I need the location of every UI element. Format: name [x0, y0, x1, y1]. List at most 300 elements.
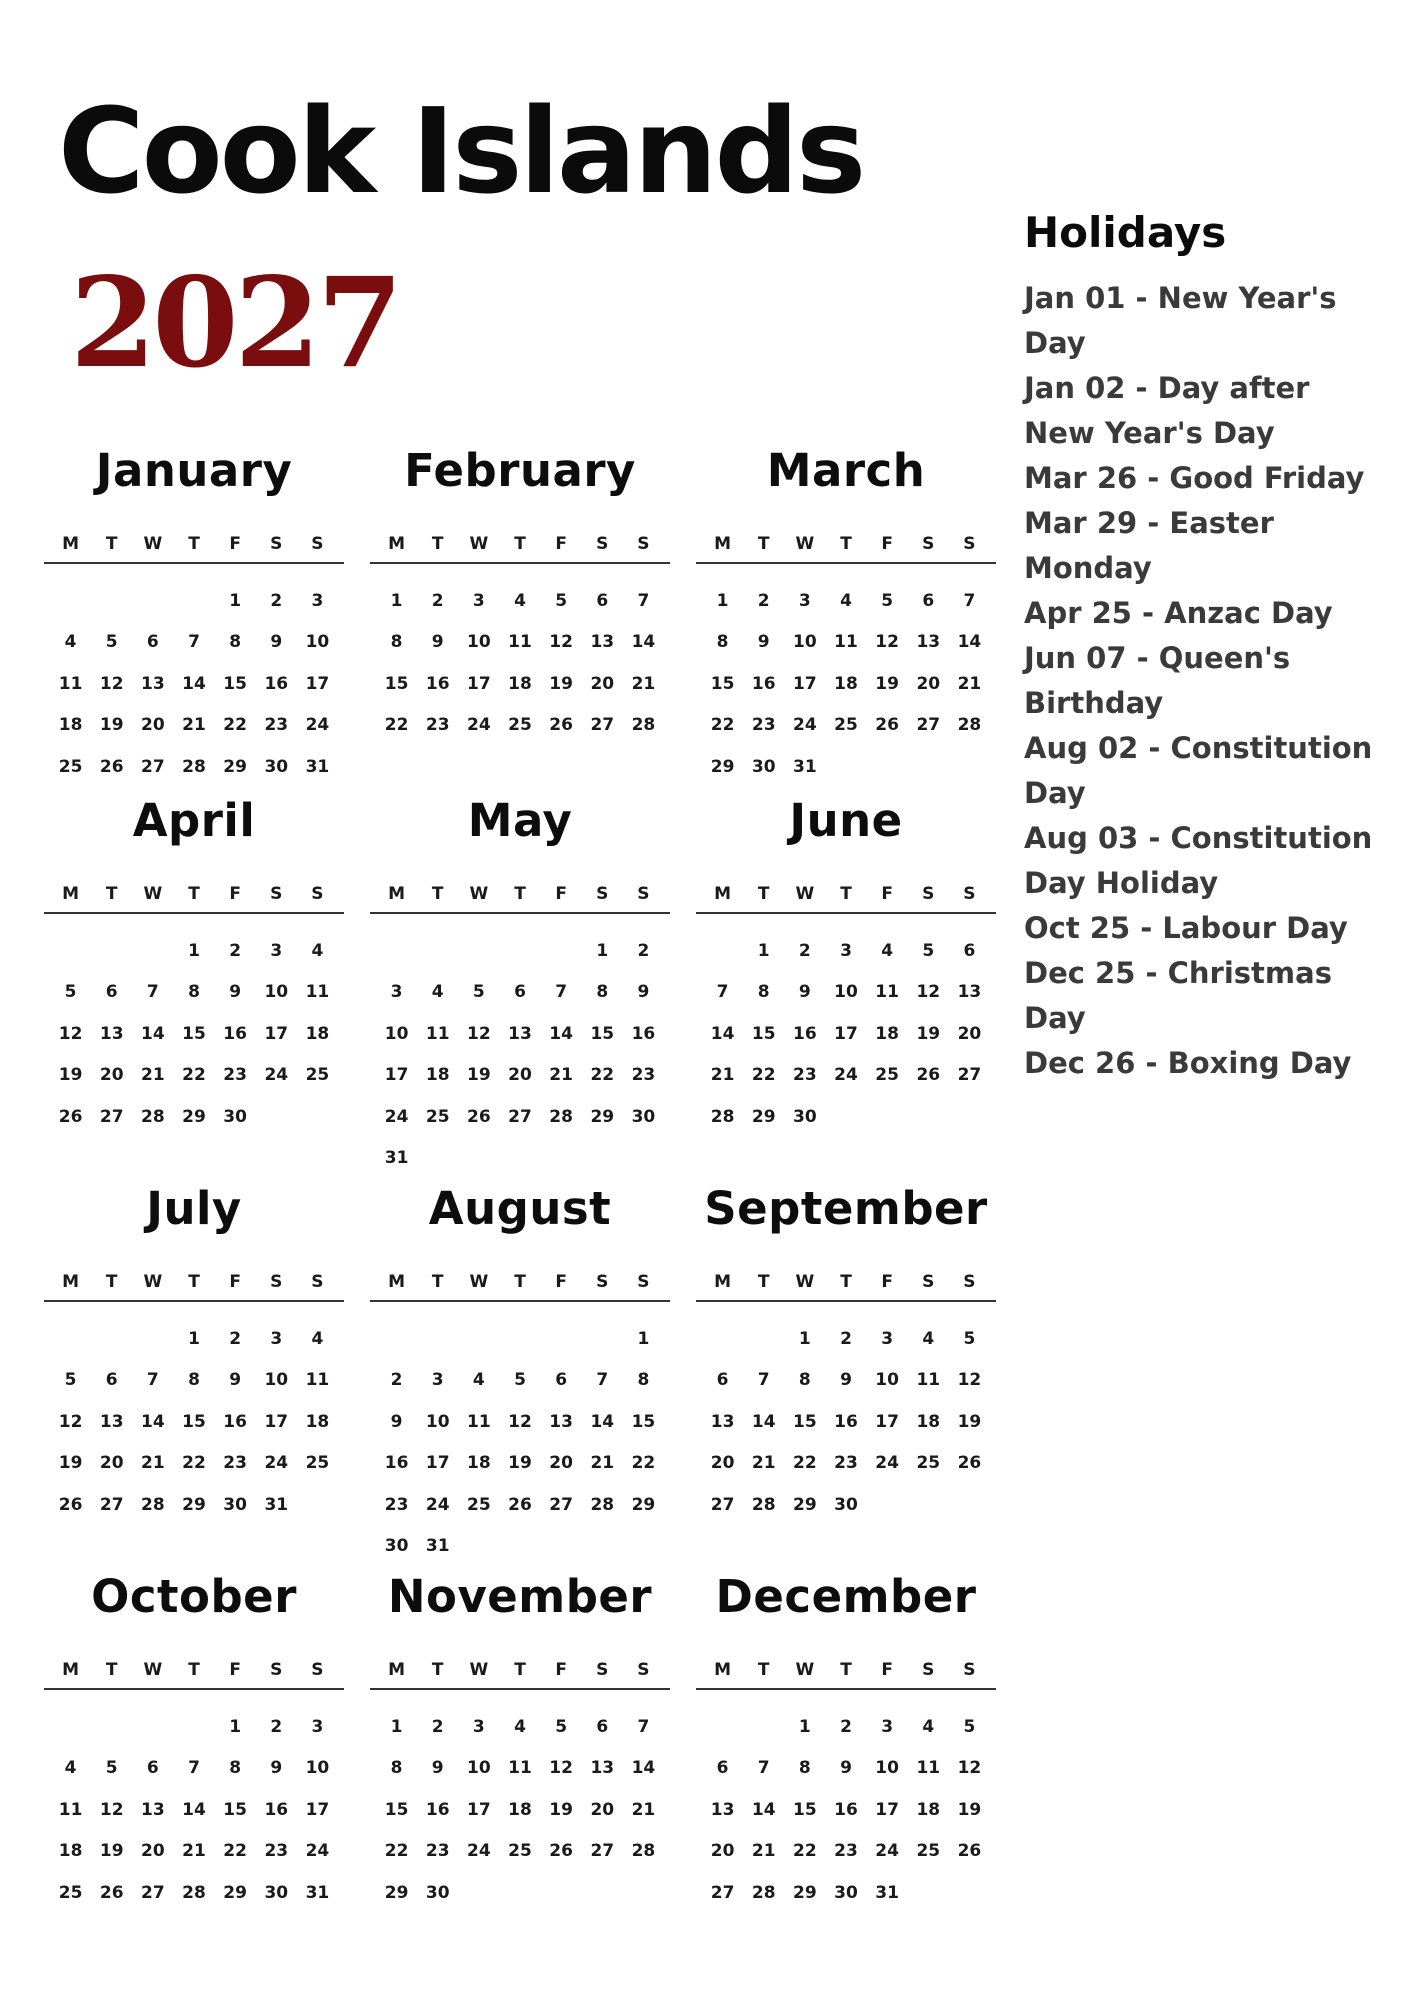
day-cell: 25 — [875, 1065, 899, 1086]
weekday-header: M — [388, 534, 406, 554]
day-cell: 15 — [223, 1799, 247, 1820]
weekday-header: S — [963, 884, 976, 904]
day-cell: 27 — [141, 756, 165, 777]
weekday-header: T — [431, 1660, 444, 1680]
day-cell: 10 — [793, 632, 817, 653]
day-cell: 25 — [425, 1106, 450, 1127]
day-cell: 2 — [270, 1716, 283, 1737]
month-name: February — [404, 444, 636, 497]
day-cell: 1 — [229, 590, 242, 611]
weekday-header: S — [311, 1272, 324, 1292]
day-cell: 12 — [467, 1023, 491, 1044]
day-cell: 21 — [549, 1065, 573, 1086]
day-cell: 23 — [223, 1453, 247, 1474]
day-cell: 30 — [264, 1882, 289, 1903]
day-cell: 30 — [425, 1882, 450, 1903]
day-cell: 9 — [390, 1411, 403, 1432]
day-cell: 7 — [555, 982, 568, 1003]
day-cell: 6 — [514, 982, 526, 1003]
day-cell: 27 — [710, 1882, 735, 1903]
day-cell: 22 — [223, 1841, 247, 1862]
weekday-header: S — [963, 1272, 976, 1292]
weekday-header: T — [188, 534, 200, 554]
day-cell: 31 — [305, 1882, 330, 1903]
day-cell: 19 — [549, 1799, 573, 1820]
weekday-header: S — [637, 1272, 650, 1292]
day-cell: 11 — [305, 982, 330, 1003]
day-cell: 15 — [590, 1023, 615, 1044]
day-cell: 13 — [99, 1411, 124, 1432]
day-cell: 2 — [840, 1716, 852, 1737]
day-cell: 14 — [590, 1411, 615, 1432]
day-cell: 6 — [105, 982, 118, 1003]
day-cell: 20 — [590, 673, 615, 694]
day-cell: 13 — [99, 1023, 124, 1044]
day-cell: 9 — [270, 632, 283, 653]
day-cell: 16 — [425, 673, 450, 694]
day-cell: 15 — [631, 1411, 656, 1432]
day-cell: 2 — [270, 590, 283, 611]
weekday-header: W — [143, 884, 163, 904]
day-cell: 25 — [305, 1453, 330, 1474]
day-cell: 6 — [922, 590, 935, 611]
day-cell: 17 — [875, 1799, 899, 1820]
day-cell: 27 — [957, 1065, 982, 1086]
day-cell: 27 — [590, 715, 615, 736]
day-cell: 8 — [596, 982, 609, 1003]
day-cell: 1 — [798, 1328, 811, 1349]
day-cell: 4 — [431, 982, 444, 1003]
day-cell: 4 — [311, 940, 324, 961]
day-cell: 5 — [555, 590, 568, 611]
weekday-header: T — [757, 1660, 770, 1680]
weekday-header: S — [596, 884, 609, 904]
day-cell: 29 — [590, 1106, 615, 1127]
days-grid — [44, 564, 344, 788]
holiday-item: Dec 25 - Christmas Day — [1024, 956, 1332, 1036]
weekday-header: F — [555, 1660, 567, 1680]
weekday-header: F — [229, 534, 241, 554]
day-cell: 18 — [875, 1023, 899, 1044]
day-cell: 5 — [64, 1370, 77, 1391]
day-cell: 18 — [916, 1799, 941, 1820]
day-cell: 21 — [751, 1453, 776, 1474]
day-cell: 15 — [182, 1411, 206, 1432]
day-cell: 24 — [834, 1065, 858, 1086]
days-grid — [370, 1690, 670, 1914]
holiday-item: Oct 25 - Labour Day — [1024, 911, 1348, 946]
day-cell: 10 — [875, 1370, 899, 1391]
holidays-panel — [1024, 208, 1384, 1086]
day-cell: 24 — [264, 1065, 289, 1086]
day-cell: 3 — [881, 1328, 894, 1349]
day-cell: 28 — [710, 1106, 735, 1127]
day-cell: 21 — [182, 715, 206, 736]
day-cell: 13 — [141, 1799, 165, 1820]
day-cell: 28 — [751, 1882, 776, 1903]
month-may — [370, 794, 670, 1179]
day-cell: 17 — [384, 1065, 409, 1086]
day-cell: 28 — [751, 1494, 776, 1515]
day-cell: 15 — [751, 1023, 776, 1044]
weekday-header: W — [469, 1272, 489, 1292]
day-cell: 28 — [141, 1106, 165, 1127]
day-cell: 28 — [631, 1841, 656, 1862]
day-cell: 26 — [875, 715, 899, 736]
day-cell: 28 — [549, 1106, 573, 1127]
day-cell: 16 — [751, 673, 776, 694]
day-cell: 6 — [596, 590, 609, 611]
day-cell: 4 — [922, 1328, 935, 1349]
day-cell: 17 — [467, 1799, 491, 1820]
day-cell: 16 — [793, 1023, 817, 1044]
day-cell: 8 — [188, 1370, 200, 1391]
weekday-header: M — [388, 1660, 406, 1680]
day-cell: 3 — [270, 1328, 283, 1349]
day-cell: 5 — [472, 982, 485, 1003]
day-cell: 15 — [384, 1799, 409, 1820]
day-cell: 8 — [637, 1370, 650, 1391]
weekday-header-row — [44, 1660, 344, 1690]
day-cell: 12 — [99, 673, 124, 694]
weekday-header: T — [514, 534, 526, 554]
day-cell: 4 — [840, 590, 852, 611]
day-cell: 24 — [264, 1453, 289, 1474]
day-cell: 25 — [916, 1453, 941, 1474]
day-cell: 5 — [963, 1328, 976, 1349]
day-cell: 23 — [751, 715, 776, 736]
weekday-header: S — [637, 534, 650, 554]
day-cell: 14 — [710, 1023, 735, 1044]
month-july — [44, 1182, 344, 1526]
holiday-list — [1024, 276, 1384, 1086]
weekday-header: W — [143, 534, 163, 554]
day-cell: 13 — [957, 982, 982, 1003]
weekday-header: S — [637, 884, 650, 904]
day-cell: 3 — [798, 590, 811, 611]
day-cell: 26 — [508, 1494, 532, 1515]
day-cell: 13 — [710, 1411, 735, 1432]
day-cell: 27 — [99, 1494, 124, 1515]
day-cell: 14 — [631, 632, 656, 653]
day-cell: 24 — [305, 715, 330, 736]
day-cell: 19 — [916, 1023, 941, 1044]
day-cell: 12 — [916, 982, 941, 1003]
day-cell: 12 — [957, 1758, 982, 1779]
day-cell: 1 — [798, 1716, 811, 1737]
day-cell: 1 — [757, 940, 770, 961]
day-cell: 19 — [549, 673, 573, 694]
month-name: January — [95, 444, 293, 497]
month-june — [696, 794, 996, 1138]
day-cell: 22 — [793, 1453, 817, 1474]
month-october — [44, 1570, 344, 1914]
day-cell: 11 — [834, 632, 858, 653]
weekday-header: T — [757, 534, 770, 554]
weekday-header-row — [44, 884, 344, 914]
day-cell: 2 — [637, 940, 650, 961]
day-cell: 17 — [793, 673, 817, 694]
day-cell: 10 — [425, 1411, 450, 1432]
days-grid — [696, 1690, 996, 1914]
weekday-header: W — [469, 534, 489, 554]
days-grid — [44, 1302, 344, 1526]
day-cell: 5 — [881, 590, 894, 611]
day-cell: 18 — [467, 1453, 491, 1474]
day-cell: 3 — [472, 1716, 485, 1737]
day-cell: 25 — [916, 1841, 941, 1862]
weekday-header: S — [963, 1660, 976, 1680]
day-cell: 16 — [223, 1411, 247, 1432]
weekday-header-row — [370, 534, 670, 564]
day-cell: 2 — [229, 940, 242, 961]
day-cell: 13 — [916, 632, 941, 653]
weekday-header: S — [270, 1660, 283, 1680]
day-cell: 10 — [467, 1758, 491, 1779]
day-cell: 10 — [264, 982, 289, 1003]
day-cell: 29 — [182, 1494, 206, 1515]
month-name: June — [789, 794, 903, 847]
weekday-header: S — [311, 1660, 324, 1680]
days-grid — [696, 1302, 996, 1526]
weekday-header: T — [514, 884, 526, 904]
day-cell: 8 — [390, 632, 403, 653]
day-cell: 10 — [834, 982, 858, 1003]
holiday-item: Aug 02 - Constitution Day — [1024, 731, 1373, 811]
day-cell: 20 — [549, 1453, 573, 1474]
day-cell: 16 — [384, 1453, 409, 1474]
day-cell: 22 — [384, 1841, 409, 1862]
day-cell: 22 — [590, 1065, 615, 1086]
day-cell: 3 — [881, 1716, 894, 1737]
weekday-header: M — [388, 1272, 406, 1292]
weekday-header: F — [229, 1660, 241, 1680]
day-cell: 18 — [305, 1411, 330, 1432]
day-cell: 30 — [264, 756, 289, 777]
day-cell: 12 — [549, 632, 573, 653]
day-cell: 11 — [916, 1758, 941, 1779]
weekday-header: F — [229, 884, 241, 904]
day-cell: 23 — [223, 1065, 247, 1086]
days-grid — [696, 914, 996, 1138]
weekday-header: M — [714, 884, 732, 904]
weekday-header: S — [270, 1272, 283, 1292]
day-cell: 14 — [141, 1411, 165, 1432]
day-cell: 11 — [58, 673, 83, 694]
day-cell: 7 — [716, 982, 729, 1003]
day-cell: 6 — [716, 1370, 729, 1391]
day-cell: 7 — [188, 1758, 200, 1779]
day-cell: 5 — [514, 1370, 526, 1391]
day-cell: 31 — [793, 756, 817, 777]
holiday-item: Jun 07 - Queen's Birthday — [1024, 641, 1291, 721]
weekday-header-row — [44, 1272, 344, 1302]
weekday-header: M — [714, 1660, 732, 1680]
day-cell: 15 — [384, 673, 409, 694]
month-march — [696, 444, 996, 788]
day-cell: 11 — [425, 1023, 450, 1044]
day-cell: 30 — [223, 1106, 247, 1127]
day-cell: 6 — [596, 1716, 609, 1737]
day-cell: 25 — [58, 1882, 83, 1903]
day-cell: 7 — [757, 1370, 770, 1391]
day-cell: 7 — [146, 982, 159, 1003]
day-cell: 29 — [793, 1494, 817, 1515]
day-cell: 20 — [508, 1065, 532, 1086]
day-cell: 1 — [716, 590, 729, 611]
day-cell: 9 — [270, 1758, 283, 1779]
day-cell: 18 — [916, 1411, 941, 1432]
day-cell: 20 — [710, 1453, 735, 1474]
day-cell: 24 — [305, 1841, 330, 1862]
weekday-header: W — [469, 1660, 489, 1680]
day-cell: 28 — [141, 1494, 165, 1515]
month-december — [696, 1570, 996, 1914]
day-cell: 26 — [58, 1106, 83, 1127]
month-name: November — [387, 1570, 653, 1623]
day-cell: 12 — [549, 1758, 573, 1779]
day-cell: 27 — [508, 1106, 532, 1127]
weekday-header: T — [514, 1660, 526, 1680]
day-cell: 1 — [596, 940, 609, 961]
day-cell: 21 — [182, 1841, 206, 1862]
day-cell: 28 — [957, 715, 982, 736]
day-cell: 27 — [549, 1494, 573, 1515]
day-cell: 11 — [875, 982, 899, 1003]
day-cell: 11 — [305, 1370, 330, 1391]
day-cell: 29 — [793, 1882, 817, 1903]
weekday-header: F — [881, 884, 893, 904]
day-cell: 13 — [590, 632, 615, 653]
day-cell: 18 — [58, 1841, 83, 1862]
day-cell: 8 — [757, 982, 770, 1003]
day-cell: 30 — [793, 1106, 817, 1127]
day-cell: 21 — [957, 673, 982, 694]
day-cell: 5 — [922, 940, 935, 961]
day-cell: 22 — [223, 715, 247, 736]
day-cell: 31 — [384, 1148, 409, 1169]
day-cell: 8 — [798, 1758, 811, 1779]
weekday-header-row — [370, 884, 670, 914]
month-name: October — [91, 1570, 297, 1623]
day-cell: 30 — [751, 756, 776, 777]
weekday-header: T — [105, 1660, 118, 1680]
day-cell: 16 — [425, 1799, 450, 1820]
day-cell: 26 — [549, 1841, 573, 1862]
weekday-header: T — [840, 1272, 852, 1292]
day-cell: 15 — [793, 1799, 817, 1820]
day-cell: 17 — [834, 1023, 858, 1044]
month-november — [370, 1570, 670, 1914]
day-cell: 31 — [425, 1536, 450, 1557]
day-cell: 12 — [58, 1023, 83, 1044]
day-cell: 14 — [957, 632, 982, 653]
day-cell: 6 — [555, 1370, 568, 1391]
weekday-header: M — [714, 1272, 732, 1292]
day-cell: 27 — [141, 1882, 165, 1903]
day-cell: 13 — [590, 1758, 615, 1779]
day-cell: 8 — [229, 1758, 242, 1779]
weekday-header: F — [881, 1272, 893, 1292]
day-cell: 4 — [881, 940, 894, 961]
day-cell: 2 — [840, 1328, 852, 1349]
weekday-header-row — [370, 1272, 670, 1302]
month-january — [44, 444, 344, 788]
day-cell: 20 — [99, 1453, 124, 1474]
weekday-header: W — [795, 1660, 815, 1680]
day-cell: 10 — [305, 632, 330, 653]
day-cell: 20 — [141, 715, 165, 736]
day-cell: 29 — [182, 1106, 206, 1127]
day-cell: 11 — [467, 1411, 491, 1432]
day-cell: 25 — [508, 715, 532, 736]
day-cell: 14 — [141, 1023, 165, 1044]
day-cell: 26 — [99, 1882, 124, 1903]
day-cell: 23 — [264, 715, 289, 736]
day-cell: 18 — [58, 715, 83, 736]
weekday-header: T — [431, 1272, 444, 1292]
day-cell: 19 — [467, 1065, 491, 1086]
day-cell: 20 — [99, 1065, 124, 1086]
day-cell: 3 — [472, 590, 485, 611]
day-cell: 28 — [631, 715, 656, 736]
day-cell: 1 — [229, 1716, 242, 1737]
day-cell: 3 — [311, 590, 324, 611]
day-cell: 7 — [596, 1370, 609, 1391]
day-cell: 9 — [637, 982, 650, 1003]
day-cell: 31 — [305, 756, 330, 777]
day-cell: 5 — [105, 632, 118, 653]
day-cell: 17 — [425, 1453, 450, 1474]
day-cell: 13 — [710, 1799, 735, 1820]
day-cell: 14 — [631, 1758, 656, 1779]
day-cell: 7 — [757, 1758, 770, 1779]
weekday-header: S — [922, 1660, 935, 1680]
weekday-header: W — [795, 1272, 815, 1292]
day-cell: 10 — [305, 1758, 330, 1779]
day-cell: 7 — [637, 590, 650, 611]
weekday-header: M — [62, 1660, 80, 1680]
weekday-header: S — [963, 534, 976, 554]
year-label: 2027 — [70, 251, 400, 396]
day-cell: 6 — [146, 632, 159, 653]
day-cell: 25 — [834, 715, 858, 736]
day-cell: 23 — [384, 1494, 409, 1515]
day-cell: 30 — [834, 1494, 858, 1515]
month-april — [44, 794, 344, 1138]
day-cell: 21 — [631, 1799, 656, 1820]
day-cell: 11 — [58, 1799, 83, 1820]
day-cell: 22 — [793, 1841, 817, 1862]
day-cell: 8 — [716, 632, 729, 653]
day-cell: 24 — [425, 1494, 450, 1515]
day-cell: 19 — [957, 1799, 982, 1820]
day-cell: 6 — [105, 1370, 118, 1391]
day-cell: 16 — [631, 1023, 656, 1044]
day-cell: 1 — [637, 1328, 650, 1349]
day-cell: 23 — [834, 1841, 858, 1862]
day-cell: 11 — [508, 1758, 532, 1779]
day-cell: 3 — [840, 940, 852, 961]
day-cell: 15 — [182, 1023, 206, 1044]
day-cell: 19 — [58, 1065, 83, 1086]
holidays-title: Holidays — [1024, 208, 1227, 257]
day-cell: 26 — [99, 756, 124, 777]
weekday-header: T — [514, 1272, 526, 1292]
day-cell: 26 — [467, 1106, 491, 1127]
day-cell: 2 — [431, 1716, 444, 1737]
holiday-item: Mar 26 - Good Friday — [1024, 461, 1365, 496]
